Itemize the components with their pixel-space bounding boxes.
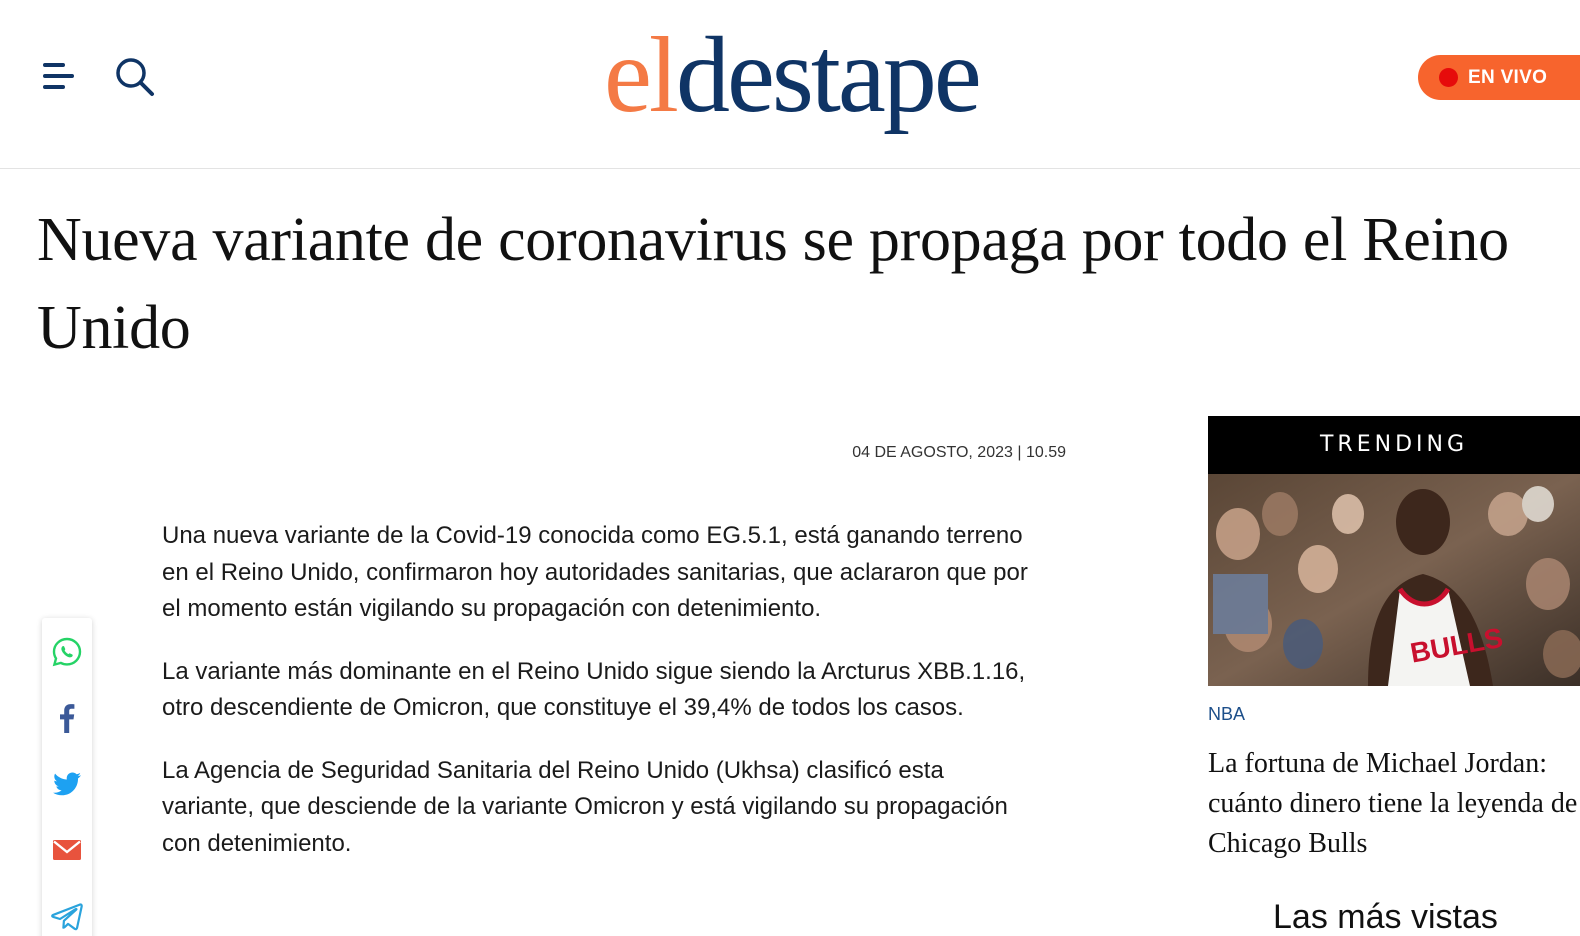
share-bar bbox=[42, 618, 92, 936]
trending-image[interactable] bbox=[1208, 474, 1580, 686]
whatsapp-icon[interactable] bbox=[51, 636, 83, 668]
article-time: | 10.59 bbox=[1017, 444, 1066, 461]
trending-header: TRENDING bbox=[1208, 416, 1580, 474]
twitter-icon[interactable] bbox=[51, 768, 83, 800]
live-indicator-icon bbox=[1439, 68, 1458, 87]
article-dateline bbox=[800, 444, 1066, 462]
article-body bbox=[162, 518, 1032, 888]
logo-el: el bbox=[604, 16, 676, 135]
trending-category[interactable]: NBA bbox=[1208, 704, 1246, 724]
trending-title[interactable]: La fortuna de Michael Jordan: cuánto dinero tiene la leyenda de Chicago Bulls bbox=[1208, 748, 1578, 859]
site-header bbox=[0, 0, 1580, 169]
logo-destape: destape bbox=[675, 16, 979, 135]
article-paragraph: La variante más dominante en el Reino Unido sigue siendo la Arcturus XBB.1.16, otro descendiente de Omicron, que constituye el 39,4% de todos los casos. bbox=[162, 657, 1026, 721]
most-viewed-heading: Las más vistas bbox=[1273, 898, 1498, 936]
article-paragraph: Una nueva variante de la Covid-19 conocida como EG.5.1, está ganando terreno en el Reino Unido, confirmaron hoy autoridades sanitarias, que aclararon que por el momento están vigilando su propagación con detenimiento. bbox=[162, 522, 1028, 622]
article-paragraph: La Agencia de Seguridad Sanitaria del Reino Unido (Ukhsa) clasificó esta variante, que desciende de la variante Omicron y está vigilando su propagación con detenimiento. bbox=[162, 756, 1008, 857]
live-label: EN VIVO bbox=[1468, 67, 1548, 88]
facebook-icon[interactable] bbox=[51, 702, 83, 734]
email-icon[interactable] bbox=[51, 834, 83, 866]
menu-button[interactable] bbox=[38, 58, 78, 98]
menu-line bbox=[43, 85, 65, 89]
article-title: Nueva variante de coronavirus se propaga por todo el Reino Unido bbox=[37, 206, 1509, 362]
live-button[interactable] bbox=[1418, 55, 1580, 100]
site-logo[interactable] bbox=[604, 6, 1024, 146]
menu-line bbox=[43, 74, 74, 78]
telegram-icon[interactable] bbox=[51, 900, 83, 932]
search-icon bbox=[112, 54, 160, 102]
jersey-text: BULLS bbox=[1407, 621, 1506, 669]
trending-widget bbox=[1208, 416, 1580, 859]
search-button[interactable] bbox=[112, 54, 160, 102]
article-date: 04 DE AGOSTO, 2023 bbox=[852, 444, 1013, 461]
menu-line bbox=[43, 63, 65, 67]
